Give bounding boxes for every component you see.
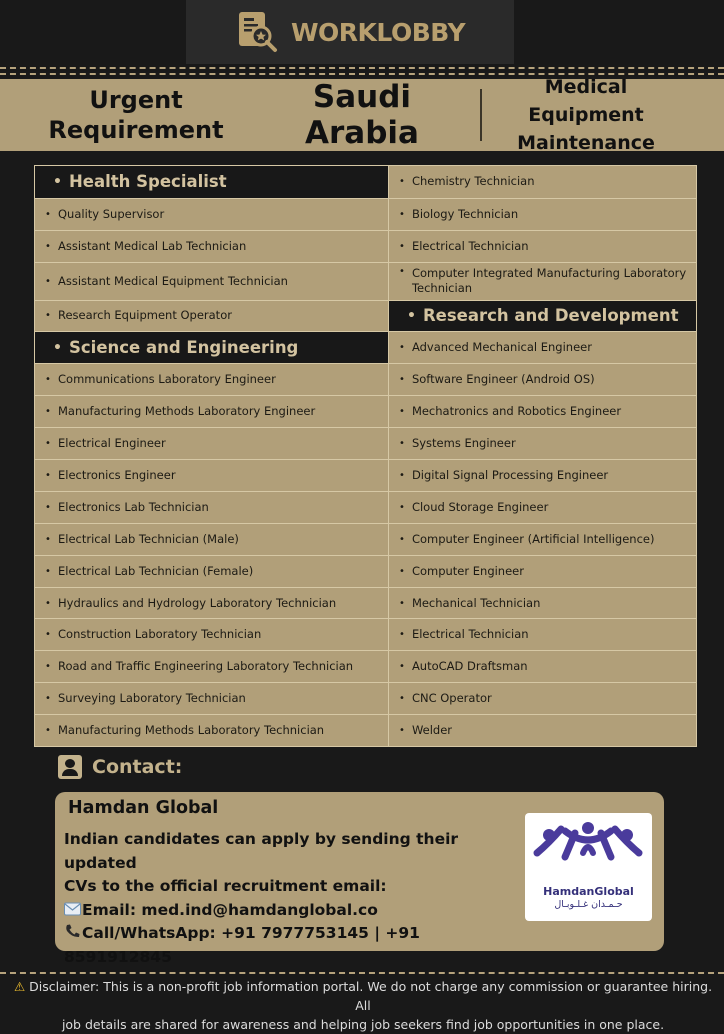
list-item: • Manufacturing Methods Laboratory Engineer — [35, 396, 388, 428]
brand-name: WORKLOBBY — [290, 17, 466, 47]
section-research-development: • Research and Development — [389, 301, 696, 333]
list-item: • Cloud Storage Engineer — [389, 492, 696, 524]
person-icon — [58, 755, 82, 779]
list-item: • Systems Engineer — [389, 428, 696, 460]
list-item: • Computer Engineer (Artificial Intelligence) — [389, 524, 696, 556]
disclaimer: ⚠ Disclaimer: This is a non-profit job information portal. We do not charge any commission or guarantee hiring. All job details are shared for awareness and helping job seekers find job opportunities in one place. — [13, 979, 713, 1032]
list-item: • Advanced Mechanical Engineer — [389, 332, 696, 364]
hamdan-global-logo-mark — [525, 813, 652, 883]
list-item: • Software Engineer (Android OS) — [389, 364, 696, 396]
apply-instruction-line2: CVs to the official recruitment email: — [64, 877, 387, 895]
email-text[interactable]: Email: med.ind@hamdanglobal.co — [82, 900, 378, 919]
phone-line[interactable] — [64, 922, 519, 969]
list-item: • Biology Technician — [389, 199, 696, 231]
urgent-requirement-heading: Urgent Requirement — [48, 86, 224, 144]
section-health-specialist: • Health Specialist — [35, 166, 388, 199]
header-band — [0, 76, 724, 154]
contact-heading: Contact: — [58, 754, 182, 780]
list-item: • Computer Engineer — [389, 556, 696, 588]
list-item: • Mechatronics and Robotics Engineer — [389, 396, 696, 428]
jobs-table — [34, 165, 697, 747]
document-search-icon — [235, 9, 281, 55]
logo-arabic-name: حـمـدان غـلـوبـال — [554, 899, 623, 910]
list-item: • Road and Traffic Engineering Laboratory Technician — [35, 651, 388, 683]
list-item: • CNC Operator — [389, 683, 696, 715]
list-item: • Computer Integrated Manufacturing Laboratory Technician — [389, 263, 696, 301]
phone-text[interactable]: Call/WhatsApp: +91 7977753145 | +91 8591912845 — [64, 924, 420, 966]
contact-details — [64, 828, 519, 969]
country-heading: Saudi Arabia — [305, 79, 419, 151]
category-heading: Medical Equipment Maintenance — [517, 76, 655, 154]
list-item: • Chemistry Technician — [389, 166, 696, 199]
left-column — [35, 166, 388, 746]
header-separator — [480, 89, 482, 141]
list-item: • Quality Supervisor — [35, 199, 388, 231]
list-item: • Research Equipment Operator — [35, 301, 388, 333]
email-line[interactable] — [64, 899, 519, 923]
list-item: • AutoCAD Draftsman — [389, 651, 696, 683]
list-item: • Hydraulics and Hydrology Laboratory Technician — [35, 588, 388, 620]
right-column — [388, 166, 696, 746]
section-science-engineering: • Science and Engineering — [35, 332, 388, 364]
list-item: • Electrical Engineer — [35, 428, 388, 460]
apply-instruction-line1: Indian candidates can apply by sending their updated — [64, 830, 459, 872]
list-item: • Digital Signal Processing Engineer — [389, 460, 696, 492]
list-item: • Electronics Lab Technician — [35, 492, 388, 524]
stitch-divider — [0, 67, 724, 69]
logo-name: HamdanGlobal — [543, 885, 634, 898]
list-item: • Communications Laboratory Engineer — [35, 364, 388, 396]
company-name: Hamdan Global — [68, 798, 219, 818]
list-item: • Electrical Technician — [389, 619, 696, 651]
list-item: • Electrical Lab Technician (Male) — [35, 524, 388, 556]
list-item: • Manufacturing Methods Laboratory Technician — [45, 723, 325, 738]
warning-icon: ⚠ — [13, 979, 26, 994]
brand-logo — [186, 0, 514, 64]
list-item: • Construction Laboratory Technician — [35, 619, 388, 651]
envelope-icon — [64, 902, 82, 916]
hamdan-global-logo — [525, 813, 652, 921]
list-item: • Electrical Lab Technician (Female) — [35, 556, 388, 588]
list-item: • Assistant Medical Equipment Technician — [35, 263, 388, 301]
list-item: • Electronics Engineer — [35, 460, 388, 492]
list-item: • Welder — [398, 723, 453, 738]
contact-box — [55, 792, 664, 966]
list-item: • Surveying Laboratory Technician — [35, 683, 388, 715]
list-item: • Assistant Medical Lab Technician — [35, 231, 388, 263]
phone-icon — [64, 923, 82, 939]
list-item: • Electrical Technician — [389, 231, 696, 263]
list-item: • Mechanical Technician — [389, 588, 696, 620]
stitch-divider — [0, 972, 724, 974]
